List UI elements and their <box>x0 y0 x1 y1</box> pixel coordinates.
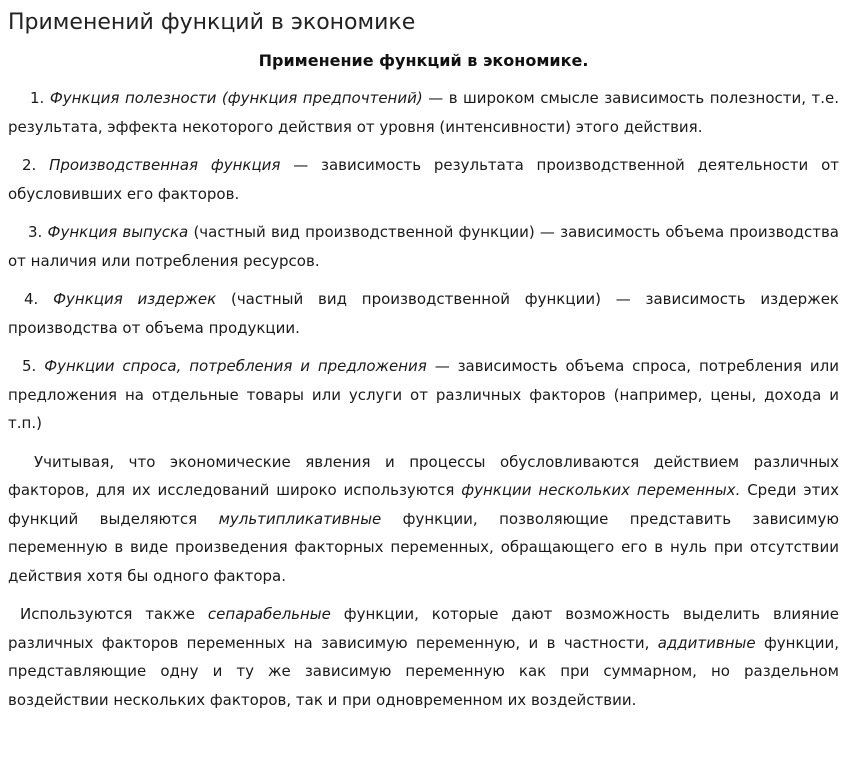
item-term: Функции спроса, потребления и предложения <box>44 357 427 375</box>
emphasis-text: функции нескольких переменных. <box>461 481 741 499</box>
item-4-paragraph <box>8 285 839 342</box>
section-heading: Применение функций в экономике. <box>258 51 589 70</box>
item-text: — зависимость результата производственной деятельности от обусловивших его факторов. <box>8 156 839 203</box>
item-text: (частный вид производственной функции) — зависимость объема производства от наличия или потребления ресурсов. <box>8 223 839 270</box>
item-1-paragraph <box>8 84 839 141</box>
paragraph-text: функции, представляющие одну и ту же зависимую переменную как при суммарном, но раздельном воздействии нескольких факторов, так и при одновременном их воздействии. <box>8 633 839 709</box>
item-2-paragraph <box>8 151 839 208</box>
emphasis-text: мультипликативные <box>218 509 382 528</box>
item-term: Функция полезности (функция предпочтений) <box>49 89 423 107</box>
item-term: Функция издержек <box>53 290 217 308</box>
item-number: 5. <box>22 357 37 375</box>
item-text: (частный вид производственной функции) — зависимость издержек производства от объема продукции. <box>8 290 839 337</box>
paragraph-text: Учитывая, что экономические явления и процессы обусловливаются действием различных факторов, для их исследований широко используются <box>8 452 839 499</box>
item-text: — в широком смысле зависимость полезности, т.е. результата, эффекта некоторого действия от уровня (интенсивности) этого действия. <box>8 89 839 136</box>
paragraph-text: Используются также <box>20 605 208 623</box>
paragraph-text: функции, позволяющие представить зависимую переменную в виде произведения факторных переменных, обращающего его в нуль при отсутствии действия хотя бы одного фактора. <box>8 509 839 585</box>
page-title: Применений функций в экономике <box>8 10 416 35</box>
item-3-paragraph <box>8 218 839 275</box>
item-text: — зависимость объема спроса, потребления или предложения на отдельные товары или услуги от различных факторов (например, цены, дохода и т.п.) <box>8 357 840 432</box>
multivariable-functions-paragraph <box>8 448 839 591</box>
item-term: Функция выпуска <box>47 223 189 241</box>
item-term: Производственная функция <box>49 156 281 174</box>
emphasis-text: аддитивные <box>657 633 756 652</box>
item-number: 2. <box>22 156 37 174</box>
item-number: 3. <box>28 223 43 241</box>
paragraph-text: функции, которые дают возможность выделить влияние различных факторов переменных на зависимую переменную, и в частности, <box>8 605 839 652</box>
separable-functions-paragraph <box>8 600 839 714</box>
item-number: 1. <box>30 89 45 107</box>
item-5-paragraph <box>8 352 839 438</box>
paragraph-text: Среди этих функций выделяются <box>8 481 839 528</box>
emphasis-text: сепарабельные <box>207 605 331 623</box>
item-number: 4. <box>24 290 39 308</box>
